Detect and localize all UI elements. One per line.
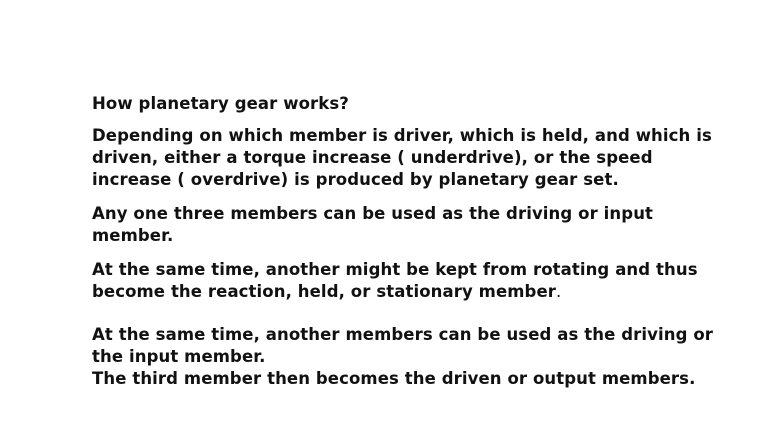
slide-body	[92, 93, 732, 390]
paragraph-output-member: The third member then becomes the driven or output members.	[92, 369, 696, 388]
paragraph-driving-member: Any one three members can be used as the driving or input member.	[92, 204, 654, 245]
paragraph-gear-operation: Depending on which member is driver, which is held, and which is driven, either a torque increase ( underdrive), or the speed increase ( overdrive) is produced by planetary gear set.	[92, 126, 712, 189]
paragraph-reaction-member	[92, 259, 732, 303]
slide-heading: How planetary gear works?	[92, 94, 349, 113]
paragraph-reaction-member-period: .	[556, 282, 562, 301]
paragraph-reaction-member-text: At the same time, another might be kept from rotating and thus become the reaction, held, or stationary member	[92, 260, 698, 301]
paragraph-input-member: At the same time, another members can be used as the driving or the input member.	[92, 325, 714, 366]
